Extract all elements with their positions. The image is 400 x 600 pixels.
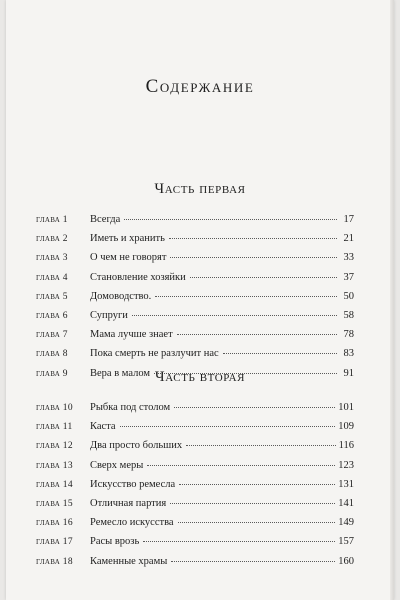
page-number: 91 — [343, 367, 354, 379]
dot-leader — [132, 305, 337, 316]
chapter-number: глава 16 — [36, 518, 73, 529]
chapter-title: О чем не говорят — [90, 252, 167, 264]
chapter-title: Расы врозь — [90, 536, 140, 548]
dot-leader — [179, 474, 335, 485]
chapter-title: Сверх меры — [90, 459, 144, 471]
page-number: 109 — [338, 421, 354, 433]
chapter-number: глава 3 — [36, 253, 68, 264]
chapter-title: Каста — [90, 421, 116, 433]
chapter-number: глава 4 — [36, 272, 68, 283]
page-number: 160 — [338, 555, 354, 567]
dot-leader — [190, 267, 337, 278]
chapter-number: глава 18 — [36, 556, 73, 567]
page-number: 157 — [338, 536, 354, 548]
page-number: 149 — [338, 517, 354, 529]
page-number: 58 — [343, 309, 354, 321]
chapter-number: глава 8 — [36, 349, 68, 360]
chapter-title: Супруги — [90, 309, 128, 321]
chapter-number: глава 14 — [36, 479, 73, 490]
chapter-title: Отличная партия — [90, 497, 167, 509]
book-page — [6, 0, 394, 600]
chapter-title: Всегда — [90, 214, 121, 225]
page-number: 50 — [343, 290, 354, 302]
dot-leader — [170, 247, 337, 258]
page-number: 21 — [343, 233, 354, 245]
chapter-number: глава 17 — [36, 537, 73, 548]
part-1-chapter-list — [36, 211, 354, 384]
chapter-number: глава 2 — [36, 234, 68, 245]
dot-leader — [120, 416, 336, 427]
chapter-title: Рыбка под столом — [90, 402, 171, 413]
page-number: 33 — [343, 252, 354, 264]
page-number: 141 — [338, 497, 354, 509]
page-number: 116 — [338, 440, 354, 452]
chapter-title: Домоводство. — [90, 290, 152, 302]
chapter-number: глава 9 — [36, 368, 68, 379]
toc-title: Содержание — [145, 76, 255, 97]
dot-leader — [174, 397, 335, 408]
chapter-title: Иметь и хранить — [90, 233, 165, 245]
dot-leader — [147, 455, 335, 466]
page-number: 83 — [343, 348, 354, 360]
chapter-title: Мама лучше знает — [90, 329, 173, 341]
chapter-title: Пока смерть не разлучит нас — [90, 348, 219, 360]
chapter-title: Каменные храмы — [90, 555, 168, 567]
chapter-number: глава 11 — [36, 422, 73, 433]
chapter-number: глава 10 — [36, 403, 73, 413]
dot-leader — [178, 512, 336, 523]
dot-leader — [143, 531, 335, 542]
toc-entry — [36, 553, 354, 572]
chapter-number: глава 1 — [36, 215, 68, 225]
chapter-title: Ремесло искусства — [90, 517, 174, 529]
page-number: 123 — [338, 459, 354, 471]
page-number: 78 — [343, 329, 354, 341]
chapter-number: глава 15 — [36, 498, 73, 509]
chapter-number: глава 5 — [36, 291, 68, 302]
dot-leader — [170, 493, 335, 504]
dot-leader — [223, 343, 337, 354]
chapter-title: Искусство ремесла — [90, 478, 176, 490]
chapter-title: Становление хозяйки — [90, 271, 186, 283]
chapter-number: глава 7 — [36, 330, 68, 341]
chapter-number: глава 13 — [36, 460, 73, 471]
part-2-title: Часть вторая — [154, 369, 246, 385]
dot-leader — [155, 286, 337, 297]
page-number: 131 — [338, 478, 354, 490]
chapter-number: глава 12 — [36, 441, 73, 452]
dot-leader — [124, 209, 337, 220]
dot-leader — [169, 228, 337, 239]
dot-leader — [177, 324, 337, 335]
dot-leader — [171, 551, 335, 562]
chapter-number: глава 6 — [36, 310, 68, 321]
part-1-title: Часть первая — [154, 181, 246, 197]
page-number: 101 — [338, 402, 354, 413]
page-number: 37 — [343, 271, 354, 283]
chapter-title: Два просто больших — [90, 440, 183, 452]
chapter-title: Вера в малом — [90, 367, 151, 379]
page-number: 17 — [343, 214, 354, 225]
part-2-chapter-list — [36, 399, 354, 572]
dot-leader — [186, 435, 336, 446]
